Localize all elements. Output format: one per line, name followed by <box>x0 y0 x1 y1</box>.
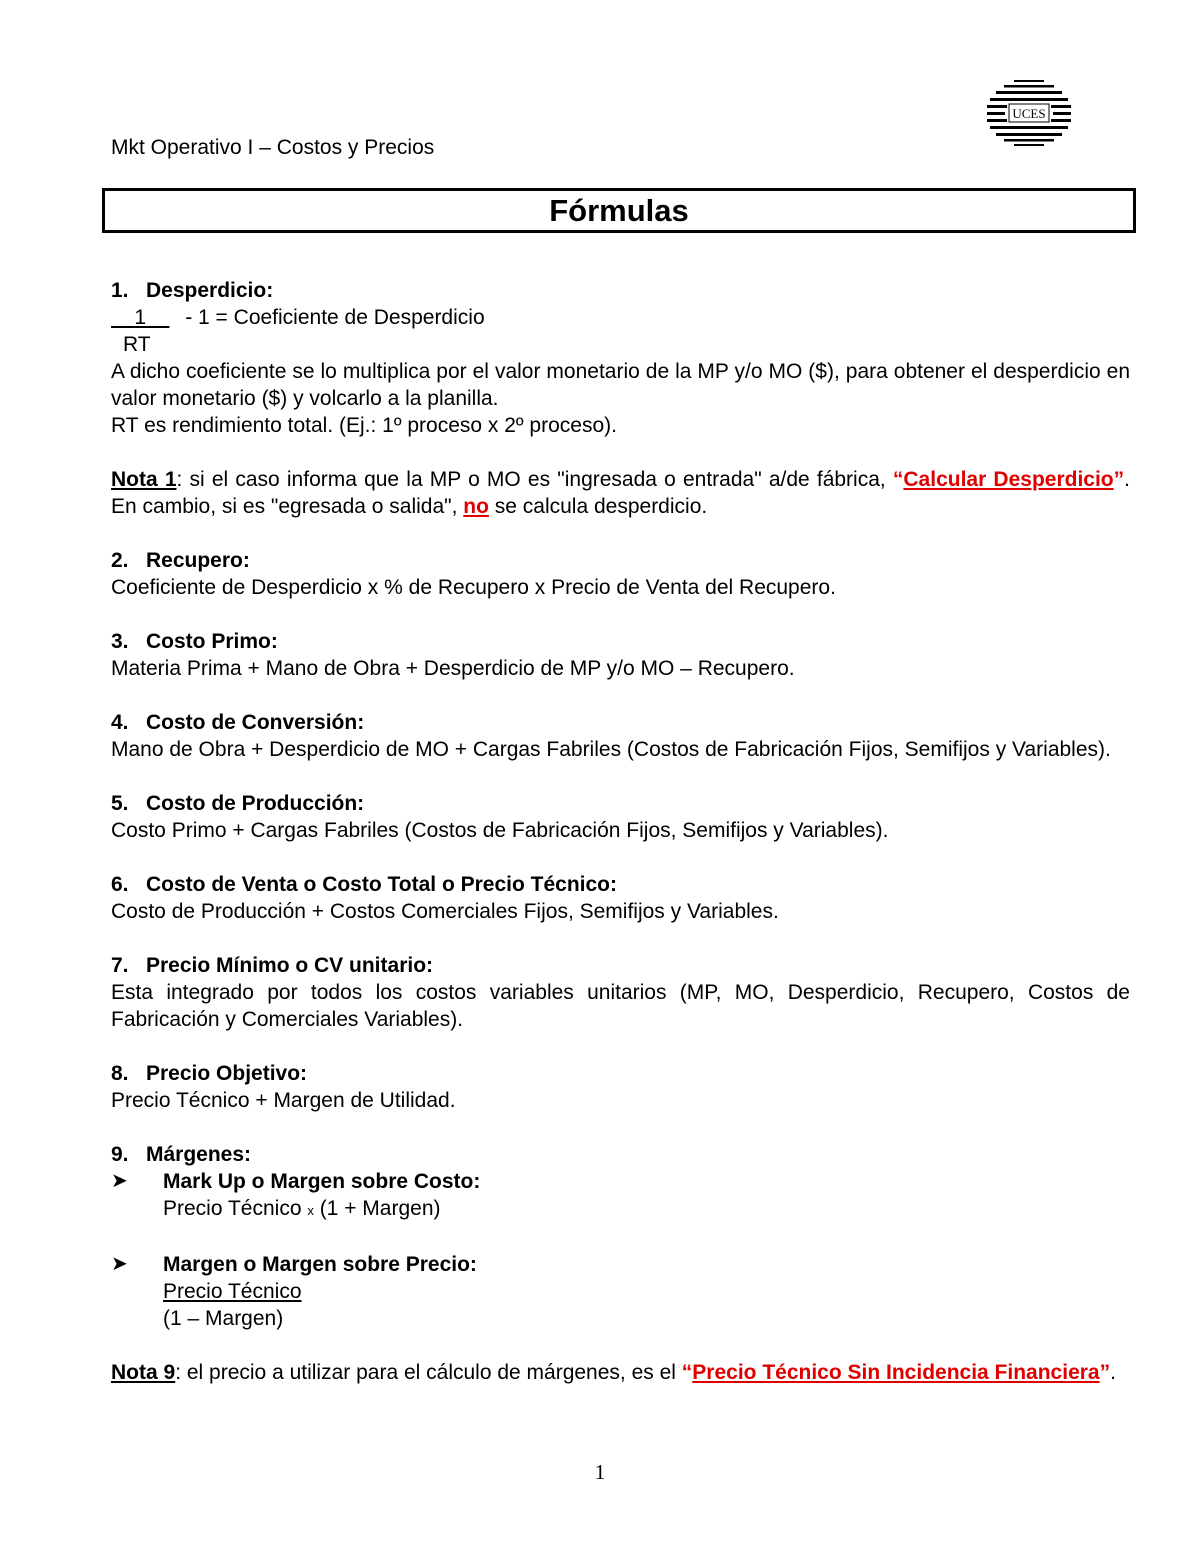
section-5-heading: 5. Costo de Producción: <box>111 792 365 815</box>
logo-text: UCES <box>1012 106 1046 121</box>
nota-9: Nota 9: el precio a utilizar para el cálculo de márgenes, es el “Precio Técnico Sin Incidencia Financiera”. <box>111 1361 1116 1384</box>
section-1-formula: 1 - 1 = Coeficiente de Desperdicio <box>134 306 485 329</box>
margin-formula-numerator: Precio Técnico <box>163 1280 302 1303</box>
title-text: Fórmulas <box>549 192 689 228</box>
course-header: Mkt Operativo I – Costos y Precios <box>111 136 435 159</box>
section-9-heading: 9. Márgenes: <box>111 1143 252 1166</box>
formulas-content <box>111 277 1130 1386</box>
section-8-text: Precio Técnico + Margen de Utilidad. <box>111 1089 456 1112</box>
page-title <box>102 188 1136 233</box>
section-7-text: Esta integrado por todos los costos variables unitarios (MP, MO, Desperdicio, Recupero, Costos de Fabricación y Comerciales Variables). <box>111 981 1130 1031</box>
section-2-text: Coeficiente de Desperdicio x % de Recupero x Precio de Venta del Recupero. <box>111 576 836 599</box>
section-1-text: A dicho coeficiente se lo multiplica por el valor monetario de la MP y/o MO ($), para obtener el desperdicio en valor monetario ($) y volcarlo a la planilla. <box>111 360 1130 410</box>
margin-formula-denominator: (1 – Margen) <box>163 1307 284 1330</box>
section-4-heading: 4. Costo de Conversión: <box>111 711 365 734</box>
section-1-denominator: RT <box>123 333 151 356</box>
margin-bullet: ➤ Margen o Margen sobre Precio: <box>111 1253 477 1276</box>
section-3-heading: 3. Costo Primo: <box>111 630 278 653</box>
page-number: 1 <box>594 1460 606 1484</box>
section-1-heading: 1. Desperdicio: <box>111 279 274 302</box>
section-4-text: Mano de Obra + Desperdicio de MO + Cargas Fabriles (Costos de Fabricación Fijos, Semifijos y Variables). <box>111 738 1111 761</box>
markup-formula: Precio Técnico x (1 + Margen) <box>163 1197 441 1220</box>
section-6-text: Costo de Producción + Costos Comerciales Fijos, Semifijos y Variables. <box>111 900 779 923</box>
section-8-heading: 8. Precio Objetivo: <box>111 1062 308 1085</box>
section-2-heading: 2. Recupero: <box>111 549 250 572</box>
section-6-heading: 6. Costo de Venta o Costo Total o Precio Técnico: <box>111 873 618 896</box>
markup-bullet: ➤ Mark Up o Margen sobre Costo: <box>111 1170 481 1193</box>
section-3-text: Materia Prima + Mano de Obra + Desperdicio de MP y/o MO – Recupero. <box>111 657 795 680</box>
section-1-text-2: RT es rendimiento total. (Ej.: 1º proceso x 2º proceso). <box>111 414 617 437</box>
arrow-bullet-icon: ➤ <box>111 1253 128 1275</box>
arrow-bullet-icon: ➤ <box>111 1170 128 1192</box>
section-7-heading: 7. Precio Mínimo o CV unitario: <box>111 954 434 977</box>
nota-1: Nota 1: si el caso informa que la MP o MO es "ingresada o entrada" a/de fábrica, “Calcular Desperdicio”. En cambio, si es "egresada o salida", no se calcula desperdicio. <box>111 468 1130 518</box>
section-5-text: Costo Primo + Cargas Fabriles (Costos de Fabricación Fijos, Semifijos y Variables). <box>111 819 889 842</box>
uces-logo <box>984 78 1074 148</box>
